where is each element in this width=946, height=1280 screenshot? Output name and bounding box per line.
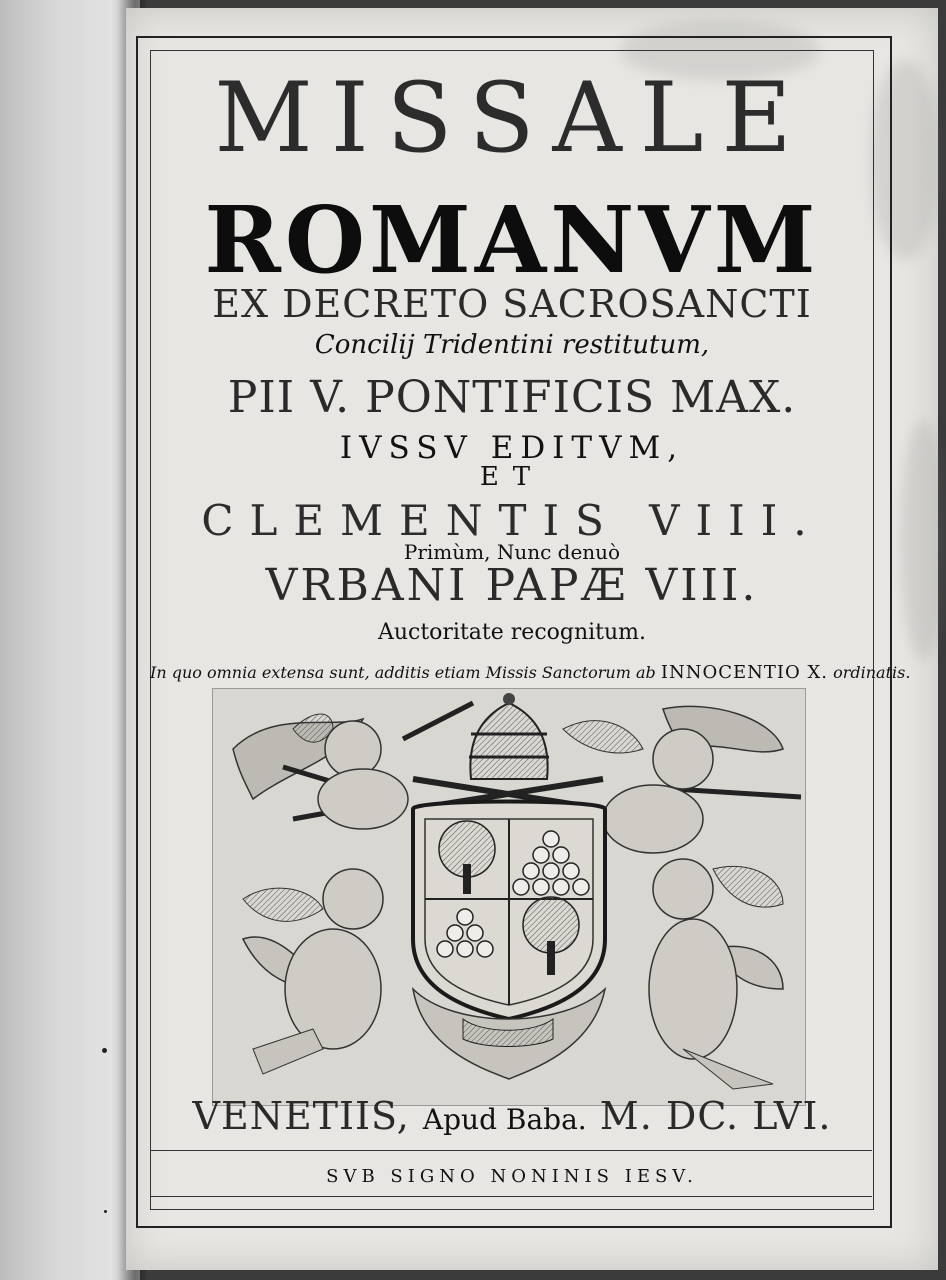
imprint-printer: Apud Baba. [422,1103,587,1136]
imprint-year: M. DC. LVI. [599,1094,832,1138]
page-speck [102,1048,107,1053]
subtitle-primum: Primùm, Nunc denuò [403,540,621,564]
subtitle-auctoritate: Auctoritate recognitum. [377,620,647,645]
subtitle-pii-v: PII V. PONTIFICIS MAX. [227,372,797,423]
frame-rule [150,1150,872,1151]
title-romanum: ROMANVM [204,186,820,294]
subtitle-iussu: IVSSV EDITVM, [339,430,685,466]
in-quo-italic: In quo omnia extensa sunt, additis etiam Missis Sanctorum ab [150,663,656,682]
coat-of-arms-illustration [213,689,805,1105]
subtitle-clementis: CLEMENTIS VIII. [201,496,823,545]
title-missale: MISSALE [214,62,810,174]
subtitle-in-quo [150,662,911,683]
imprint-line [150,1094,874,1138]
ordinatis: ordinatis. [833,663,911,682]
imprint-sign: SVB SIGNO NONINIS IESV. [326,1166,698,1187]
innocentio: INNOCENTIO X. [660,662,828,683]
imprint-place: VENETIIS, [192,1094,410,1138]
subtitle-urbani: VRBANI PAPÆ VIII. [265,560,759,611]
page-speck [104,1210,107,1213]
subtitle-concilii: Concilij Tridentini restitutum, [314,330,710,360]
frame-rule [150,1196,872,1197]
coat-of-arms-engraving [212,688,806,1106]
paper-stain [900,420,946,660]
subtitle-et: ET [479,462,545,492]
subtitle-ex-decreto: EX DECRETO SACROSANCTI [212,282,812,326]
